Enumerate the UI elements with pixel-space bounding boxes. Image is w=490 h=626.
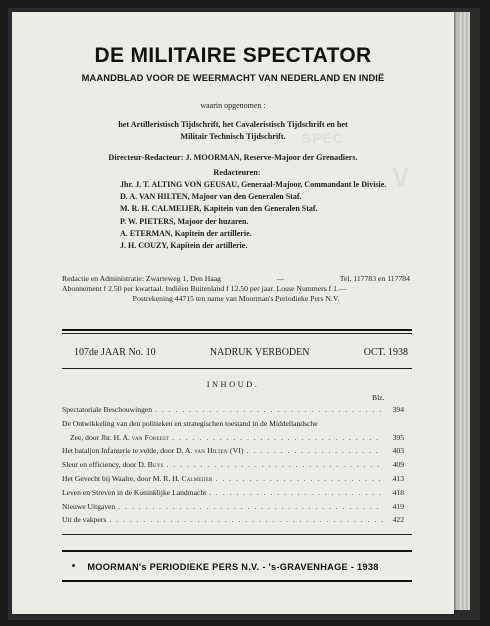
editor-line: M. R. H. CALMEIJER, Kapitein van den Generalen Staf. xyxy=(120,204,318,214)
editor-line: P. W. PIETERS, Majoor der huzaren. xyxy=(120,216,249,226)
toc-entry-page: 409 xyxy=(392,460,404,470)
toc-entry-title: Nieuwe Uitgaven xyxy=(62,501,116,511)
phone-line: Tel. 117783 en 117784 xyxy=(339,274,410,283)
incorporated-line-1: het Artilleristisch Tijdschrift, het Cavaleristisch Tijdschrift en het xyxy=(118,120,348,129)
director-line: Directeur-Redacteur: J. MOORMAN, Reserve-Majoor der Grenadiers. xyxy=(108,153,358,162)
subscription-line: Abonnement f 2.50 per kwartaal. Indiëen Buitenland f 12.50 per jaar. Losse Nummers f 1.— xyxy=(62,284,347,293)
toc-title-text: Het bataljon Infanterie te velde, door D. A. xyxy=(62,446,195,456)
table-of-contents xyxy=(62,405,404,529)
publisher-line: MOORMAN's PERIODIEKE PERS N.V. - 's-GRAVENHAGE - 1938 xyxy=(87,562,379,572)
toc-entry-title: De Ontwikkeling van den politieken en strategischen toestand in de Middellandsche xyxy=(62,418,318,428)
toc-entry[interactable] xyxy=(62,515,404,529)
editor-line: Jhr. J. T. ALTING VON GEUSAU, Generaal-Majoor, Commandant le Divisie. xyxy=(120,180,387,189)
page-title: DE MILITAIRE SPECTATOR xyxy=(94,44,372,67)
toc-author: Calmeijer xyxy=(181,473,213,483)
toc-entry-page: 418 xyxy=(392,487,404,497)
toc-entry-title: Leven en Streven in de Koninklijke Landmacht xyxy=(62,487,207,497)
toc-entry[interactable] xyxy=(62,460,404,474)
toc-entry-title xyxy=(62,446,244,455)
toc-entry-page: 419 xyxy=(392,501,404,511)
toc-entry[interactable] xyxy=(62,474,404,488)
toc-author: van Hilten (VI) xyxy=(194,446,244,456)
toc-heading: INHOUD. xyxy=(206,380,260,389)
toc-author: van Foreest xyxy=(131,432,170,442)
header-rule-top xyxy=(62,329,412,331)
toc-entry[interactable] xyxy=(62,488,404,502)
toc-title-text: Het Gevecht bij Waalre, door M. R. H. xyxy=(62,473,182,483)
toc-title-text: Zee, door Jhr. H. A. xyxy=(70,432,132,442)
toc-entry[interactable] xyxy=(62,419,404,433)
toc-page-label: Blz. xyxy=(372,393,385,402)
incorporated-label: waarin opgenomen : xyxy=(200,101,266,110)
toc-entry-title xyxy=(62,474,212,483)
issue-number: 107de JAAR No. 10 xyxy=(74,347,156,358)
editor-line: A. ETERMAN, Kapitein der artillerie. xyxy=(120,228,252,238)
footer-rule-bottom xyxy=(62,580,412,582)
leader-dots xyxy=(172,433,383,442)
leader-dots xyxy=(215,474,383,483)
leader-dots xyxy=(118,502,383,511)
toc-author: Buys xyxy=(147,460,164,470)
issue-info-row xyxy=(74,347,408,358)
toc-entry-title xyxy=(62,460,164,469)
toc-bottom-rule xyxy=(62,534,412,535)
toc-entry-title: Spectatoriale Beschouwingen xyxy=(62,405,153,414)
leader-dots xyxy=(109,515,383,524)
toc-entry-page: 395 xyxy=(392,432,404,442)
issue-rule xyxy=(62,368,412,369)
leader-dots xyxy=(167,460,384,469)
toc-entry-page: 403 xyxy=(392,446,404,456)
issue-date: OCT. 1938 xyxy=(363,347,408,358)
toc-entry[interactable] xyxy=(62,433,404,447)
leader-dots xyxy=(209,488,383,497)
toc-entry-title xyxy=(70,433,169,442)
header-rule-top-thin xyxy=(62,333,412,334)
address-dash: — xyxy=(276,274,285,283)
incorporated-line-2: Militair Technisch Tijdschrift. xyxy=(180,132,286,141)
toc-entry-page: 394 xyxy=(392,405,404,414)
reprint-notice: NADRUK VERBODEN xyxy=(209,347,310,358)
editor-line: D. A. VAN HILTEN, Majoor van den Generalen Staf. xyxy=(120,192,302,202)
toc-entry-page: 422 xyxy=(392,515,404,525)
postal-line: Postrekening 44715 ten name van Moorman's Periodieke Pers N.V. xyxy=(132,294,340,303)
toc-title-text: Sleur en efficiency, door D. xyxy=(62,460,148,470)
bleed-through-text: SPEC xyxy=(302,130,345,146)
editor-line: J. H. COUZY, Kapitein der artillerie. xyxy=(120,240,248,250)
toc-entry-page: 413 xyxy=(392,473,404,483)
administration-block xyxy=(62,274,410,304)
address-line: Redactie en Administratie: Zwarteweg 1, Den Haag xyxy=(62,274,222,283)
bleed-through-letter: V xyxy=(392,162,411,192)
editors-list xyxy=(120,180,420,253)
page-subtitle: MAANDBLAD VOOR DE WEERMACHT VAN NEDERLAND EN INDIË xyxy=(81,72,385,83)
leader-dots xyxy=(155,405,383,414)
document-page xyxy=(12,12,454,614)
toc-entry[interactable] xyxy=(62,502,404,516)
toc-entry-title: Uit de vakpers xyxy=(62,515,107,525)
leader-dots xyxy=(247,446,383,455)
toc-entry[interactable] xyxy=(62,446,404,460)
editors-heading: Redacteuren: xyxy=(213,168,261,177)
footer-rule-top xyxy=(62,550,412,552)
toc-entry[interactable] xyxy=(62,405,404,419)
